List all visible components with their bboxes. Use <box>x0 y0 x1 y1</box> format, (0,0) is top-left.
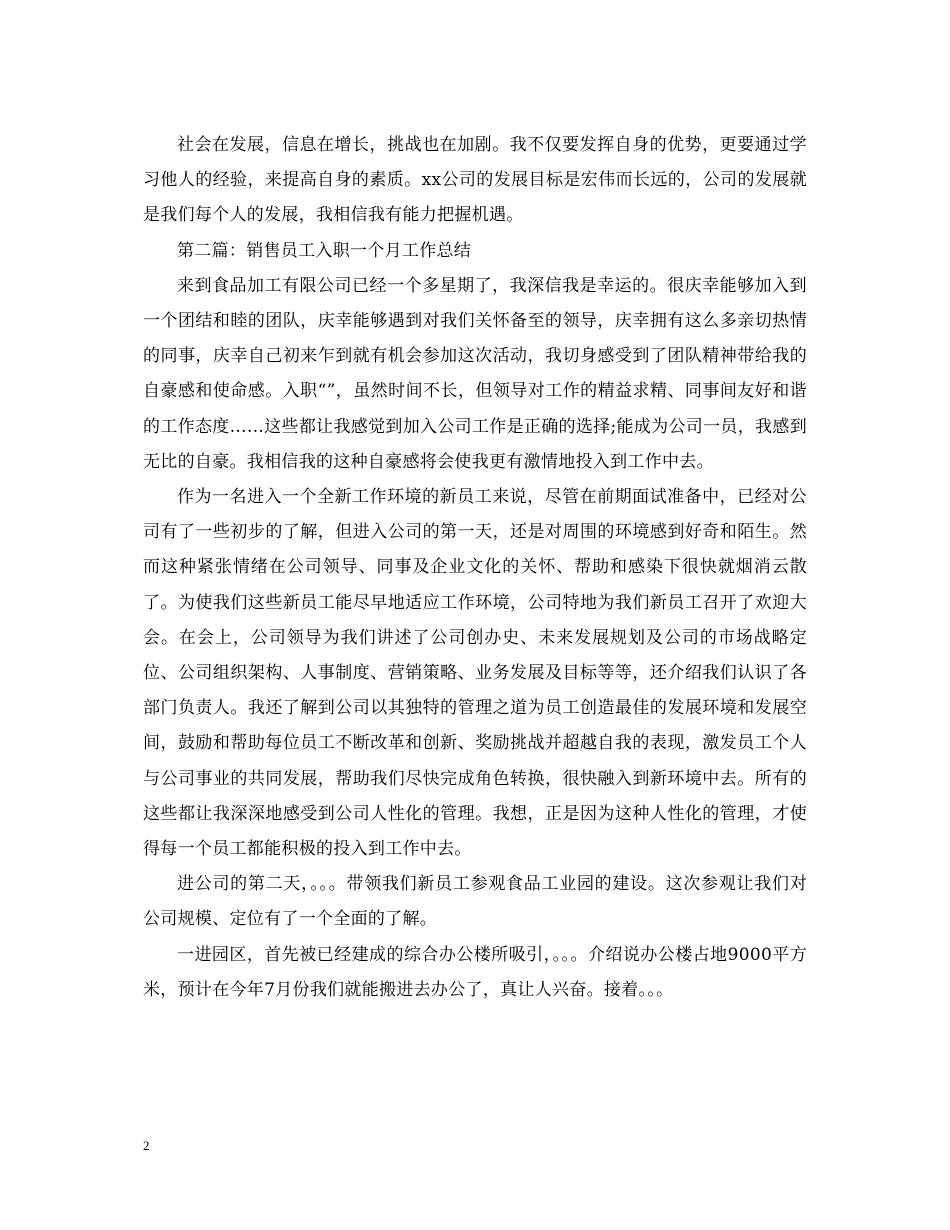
page-number: 2 <box>143 1138 150 1153</box>
paragraph-park-visit: 一进园区，首先被已经建成的综合办公楼所吸引，。。。介绍说办公楼占地9000平方米，预计在今年7月份我们就能搬进去办公了，真让人兴奋。接着。。。 <box>143 944 807 1000</box>
paragraph-second-day: 进公司的第二天，。。。带领我们新员工参观食品工业园的建设。这次参观让我们对公司规模、定位有了一个全面的了解。 <box>143 874 807 930</box>
paragraph-arrival: 来到食品加工有限公司已经一个多星期了，我深信我是幸运的。很庆幸能够加入到一个团结和睦的团队，庆幸能够遇到对我们关怀备至的领导，庆幸拥有这么多亲切热情的同事，庆幸自己初来乍到就有机会参加这次活动，我切身感受到了团队精神带给我的自豪感和使命感。入职“”，虽然时间不长，但领导对工作的精益求精、同事间友好和谐的工作态度……这些都让我感觉到加入公司工作是正确的选择;能成为公司一员，我感到无比的自豪。我相信我的这种自豪感将会使我更有激情地投入到工作中去。 <box>143 275 807 472</box>
section-heading: 第二篇：销售员工入职一个月工作总结 <box>177 240 472 261</box>
paragraph-intro: 社会在发展，信息在增长，挑战也在加剧。我不仅要发挥自身的优势，更要通过学习他人的经验，来提高自身的素质。xx公司的发展目标是宏伟而长远的，公司的发展就是我们每个人的发展，我相信我有能力把握机遇。 <box>143 135 807 226</box>
document-body <box>143 128 807 1008</box>
paragraph-new-employee: 作为一名进入一个全新工作环境的新员工来说，尽管在前期面试准备中，已经对公司有了一些初步的了解，但进入公司的第一天，还是对周围的环境感到好奇和陌生。然而这种紧张情绪在公司领导、同事及企业文化的关怀、帮助和感染下很快就烟消云散了。为使我们这些新员工能尽早地适应工作环境，公司特地为我们新员工召开了欢迎大会。在会上，公司领导为我们讲述了公司创办史、未来发展规划及公司的市场战略定位、公司组织架构、人事制度、营销策略、业务发展及目标等等，还介绍我们认识了各部门负责人。我还了解到公司以其独特的管理之道为员工创造最佳的发展环境和发展空间，鼓励和帮助每位员工不断改革和创新、奖励挑战并超越自我的表现，激发员工个人与公司事业的共同发展，帮助我们尽快完成角色转换，很快融入到新环境中去。所有的这些都让我深深地感受到公司人性化的管理。我想，正是因为这种人性化的管理，才使得每一个员工都能积极的投入到工作中去。 <box>143 487 807 860</box>
